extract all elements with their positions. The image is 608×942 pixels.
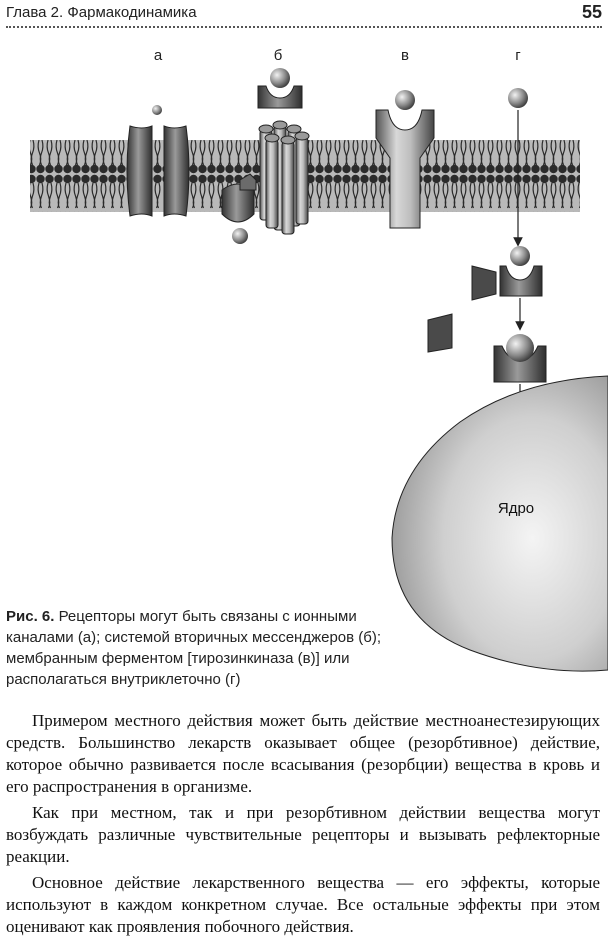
paragraph: Примером местного действия может быть действие местноанестезирующих средств. Большинство лекарств оказывает общее (резорбтивное) действие, которое обычно развивается после всасывания (резорбции) вещества в кровь и его распространения в организме.	[6, 711, 600, 796]
figure-caption	[6, 606, 406, 690]
caption-text: Рецепторы могут быть связаны с ионными каналами (а); системой вторичных мессенджеров (б); мембранным ферментом [тирозинкиназа (в)] или располагаться внутриклеточно (г)	[6, 608, 382, 688]
panel-label-b: б	[273, 47, 283, 64]
body-text	[6, 710, 600, 942]
paragraph: Основное действие лекарственного вещества — его эффекты, которые используют в каждом конкретном случае. Все остальные эффекты при этом оценивают как проявления побочного действия.	[6, 873, 600, 936]
page-number: 55	[581, 2, 602, 22]
receptor-diagram	[0, 30, 608, 690]
caption-label: Рис. 6.	[6, 608, 55, 625]
paragraph: Как при местном, так и при резорбтивном действии вещества могут возбуждать различные чувствительные рецепторы и вызывать рефлекторные реакции.	[6, 803, 600, 866]
figure-receptors	[0, 30, 608, 690]
header-divider	[6, 26, 602, 28]
page-header	[6, 2, 602, 24]
nucleus	[392, 376, 608, 671]
nucleus-label: Ядро	[497, 500, 535, 517]
intracellular-receptor	[428, 88, 546, 424]
panel-label-g: г	[515, 47, 521, 64]
panel-label-a: а	[153, 47, 163, 64]
running-head: Глава 2. Фармакодинамика	[6, 4, 197, 21]
panel-label-v: в	[401, 47, 409, 64]
